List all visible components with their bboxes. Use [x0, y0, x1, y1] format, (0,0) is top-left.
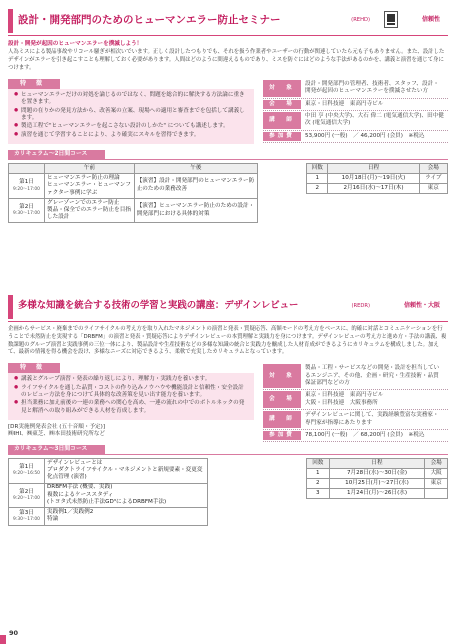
seminar-title: 設計・開発部門のためのヒューマンエラー防止セミナー [18, 13, 281, 26]
curriculum-label: カリキュラム～3日間コース [8, 445, 105, 455]
seminar-section-dr [8, 292, 448, 526]
info-label: 講 師 [263, 112, 301, 129]
info-label: 参加費 [263, 132, 301, 141]
feature-item: ● ライフサイクルを通した品質・コストの作り込みノウハウや機能設計と信頼性・安全設計のレビュー方法を身につけて具体的な改善策を見い出す能力を養います。 [14, 385, 248, 400]
table-row [9, 173, 258, 198]
dates-header: 日程 [328, 164, 419, 174]
info-row-lecturer [263, 111, 448, 131]
schedule-am: ヒューマンエラー防止の理論 ヒューマンエラー・ヒューマンファクター事例に学ぶ [45, 173, 135, 198]
date-venue: 東京 [425, 478, 448, 488]
seminar-intro: 企画からサービス・廃棄までのライフサイクルの考え方を取り入れたマネジメントの演習と発表・質疑応答、高額モードの考え方をベースに、的確に対話とコミュニケーションを行うことで未然防止を実現する「DRBFM」の演習と発表・質疑応答によりデザインレビューの本質理解と実践力を身につけます。デザインレビューの考え方と進め方・手法の講義、複数課題のグループ演習と実践事例の三位一体により、製品設計や生産技術などの多様な知識の統合と実践力を醸成した人材育成ができるようにカリキュラムを構成しました。加えて、最新の情報を得る機会を設け、多様なニーズに対応できるよう、柔軟で充実したカリキュラムとなっています。 [8, 326, 447, 356]
day-label: 第2日 [19, 488, 34, 495]
info-row-fee [263, 430, 448, 442]
dates-header: 回数 [307, 164, 328, 174]
schedule-table [8, 163, 258, 223]
date-range: 1月24日(月)～26日(水) [329, 488, 425, 498]
info-row-fee [263, 131, 448, 143]
day-time: 9:20～16:50 [13, 471, 40, 477]
date-range: 10月18日(月)～19日(火) [328, 173, 419, 183]
date-venue: 東京 [419, 183, 447, 193]
schedule-day [9, 173, 45, 198]
category-tag: 信頼性 [421, 16, 440, 23]
features-panel [8, 363, 254, 439]
info-row-venue [263, 99, 448, 111]
schedule-pm: 【演習】ヒューマンエラー防止のための設計・開発部門における具体的対策 [134, 198, 257, 223]
feature-item: ● 講義とグループ演習・発表の繰り返しにより、理解力・実践力を養います。 [14, 376, 248, 383]
feature-item: ● 問題の在りかの発見方法から、改善案の立案、現場への適用と審査までを包括して講義します。 [14, 108, 248, 123]
qr-logo-icon [384, 11, 398, 28]
seminar-title: 多様な知識を統合する技術の学習と実践の講座：デザインレビュー [18, 300, 299, 312]
info-value: 製品・工程・サービスなどの開発・設計を担当しているエンジニア、その他、企画・研究・生産技術・品質保証部門などの方 [305, 365, 440, 387]
schedule-day [9, 198, 45, 223]
seminar-title-bar [8, 292, 448, 322]
table-row [307, 173, 448, 183]
feature-info-block [8, 363, 448, 439]
title-accent-bar [8, 9, 13, 33]
schedule-day [9, 508, 45, 525]
curriculum-block [8, 458, 448, 526]
info-label: 対 象 [263, 364, 301, 388]
seminar-section-hfe [8, 6, 448, 223]
date-no: 2 [307, 478, 330, 488]
day-time: 9:20～17:00 [13, 186, 40, 192]
schedule-day [9, 483, 45, 508]
info-table [263, 363, 448, 442]
dates-header: 会場 [419, 164, 447, 174]
course-code: (REHD) [351, 17, 370, 23]
seminar-intro: 人為ミスによる製品事故やリコール騒ぎが相次いでいます。正しく設計したつもりでも、それを扱う作業者やユーザーの行動が関連していたら元も子もありません。また、設計したデザインがエラーを引き起こすことも理解しておく必要があります。人間はどのように間違えるものであり、ミスを防ぐにはどのような手法があるのかを、講義と演習を通じて身につけます。 [8, 49, 445, 72]
day-time: 9:30～17:00 [13, 517, 40, 523]
schedule-header: 午前 [45, 164, 135, 174]
seminar-title-bar [8, 6, 448, 36]
table-row [9, 458, 208, 483]
curriculum-block [8, 163, 448, 223]
schedule-header [9, 164, 45, 174]
table-row [307, 488, 448, 498]
schedule-content: 実践例1／実践例2 特論 [45, 508, 208, 525]
curriculum-heading [8, 150, 448, 160]
date-no: 1 [307, 468, 330, 478]
info-value: 78,100円 (一般) ／ 68,200円 (会員) ※税込 [305, 431, 425, 438]
date-no: 1 [307, 173, 328, 183]
dates-header: 日程 [329, 458, 425, 468]
table-row [307, 478, 448, 488]
schedule-am: グレーゾーンでのエラー防止 製品・保全でのエラー防止を目指した設計 [45, 198, 135, 223]
dates-header: 会場 [425, 458, 448, 468]
info-value: 53,900円 (一般) ／ 46,200円 (会員) ※税込 [305, 132, 425, 139]
schedule-pm: 【演習】設計・開発部門のヒューマンエラー防止のための業務改善 [134, 173, 257, 198]
feature-info-block [8, 79, 448, 144]
info-value: デザインレビューに関して、実践経験豊富な実務家・専門家が指導にあたります [305, 412, 439, 426]
day-label: 第1日 [19, 179, 34, 186]
date-venue: 大阪 [425, 468, 448, 478]
features-panel [8, 79, 254, 144]
feature-item: ● 製造工程で"ヒューマンエラーを起こさない設計のしかた" についても講述します。 [14, 123, 248, 130]
feature-item: ● ヒューマンエラーだけの対処を論じるのではなく、問題を総合的に解決する方法論に重きを置きます。 [14, 92, 248, 107]
feature-item: ● 担当業務に加え前後の一連の業務への関心を高め、一連の流れの中でのボトルネックの発見と解消への取り組みができる人材を育成します。 [14, 400, 248, 415]
date-range: 2月16日(水)～17日(木) [328, 183, 419, 193]
schedule-day [9, 458, 45, 483]
info-value: 中田 亨 (中央大学)、大石 偉二 (電気通信大学)、田中健次 (電気通信大学) [305, 112, 444, 127]
features-heading: 特 徴 [8, 363, 60, 373]
features-list [8, 373, 254, 420]
feature-item: ● 演習を通じて学習することにより、より確実にスキルを習得できます。 [14, 132, 248, 139]
date-range: 7月28日(水)～30日(金) [329, 468, 425, 478]
dates-header: 回数 [307, 458, 330, 468]
footer-accent-bar [0, 635, 6, 644]
table-row [307, 468, 448, 478]
example-companies-note: [DR実施例発表会社 (五十音順・予定)] ㈱IHI、㈱東芝、㈱本田技術研究所など [8, 424, 106, 438]
dates-table [306, 458, 448, 499]
date-venue: ライブ [419, 173, 447, 183]
page-number: 90 [9, 629, 19, 637]
schedule-table [8, 458, 208, 526]
seminar-subtitle: 設計・開発が起因のヒューマンエラーを撲滅しよう！ [8, 41, 143, 47]
title-accent-bar [8, 295, 13, 319]
schedule-content: DRBFM手法 (概要、実践) 複数によるケーススタディ (トヨタ式未然防止手法GD³によるDRBFM手法) [45, 483, 208, 508]
info-row-target [263, 79, 448, 99]
schedule-content: デザインレビューとは プロダクトライフサイクル・マネジメントと新規要素・変更変化点管理 (演習) [45, 458, 208, 483]
info-label: 会 場 [263, 391, 301, 408]
table-row [9, 198, 258, 223]
course-code: (REDR) [351, 303, 370, 309]
date-no: 2 [307, 183, 328, 193]
day-label: 第2日 [19, 203, 34, 210]
day-label: 第1日 [19, 464, 34, 471]
day-label: 第3日 [19, 509, 34, 516]
table-row [9, 508, 208, 525]
features-list [8, 89, 254, 144]
table-row [9, 483, 208, 508]
table-row [307, 183, 448, 193]
date-no: 3 [307, 488, 330, 498]
features-heading: 特 徴 [8, 79, 60, 89]
date-venue [425, 488, 448, 498]
dates-table [306, 163, 448, 194]
curriculum-heading [8, 445, 448, 455]
curriculum-label: カリキュラム～2日間コース [8, 150, 105, 160]
info-value: 東京・日科技連 東高円寺ビル 大阪・日科技連 大阪事務所 [305, 392, 384, 406]
info-row-lecturer [263, 410, 448, 430]
schedule-header: 午後 [134, 164, 257, 174]
category-tag: 信頼性・大阪 [403, 302, 440, 309]
info-label: 対 象 [263, 80, 301, 97]
info-row-venue [263, 390, 448, 410]
info-value: 設計・開発部門の管理者、技術者、スタッフ、設計・開発が起因のヒューマンエラーを撲滅させたい方 [305, 80, 439, 95]
info-table [263, 79, 448, 143]
info-label: 参加費 [263, 431, 301, 440]
info-label: 会 場 [263, 100, 301, 109]
info-value: 東京・日科技連 東高円寺ビル [305, 100, 384, 107]
date-range: 10月25日(月)～27日(水) [329, 478, 425, 488]
info-row-target [263, 363, 448, 390]
day-time: 9:30～17:00 [13, 211, 40, 217]
day-time: 9:20～17:00 [13, 496, 40, 502]
info-label: 講 師 [263, 411, 301, 428]
